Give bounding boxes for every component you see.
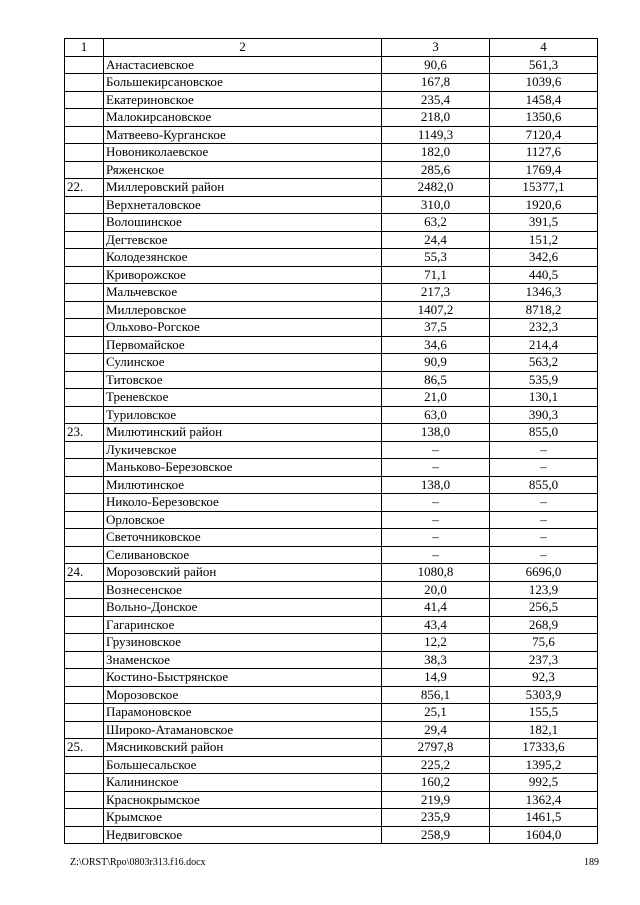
row-number (65, 581, 104, 599)
table-row (65, 546, 598, 564)
row-value-col4: 1395,2 (490, 756, 598, 774)
row-value-col3: 219,9 (382, 791, 490, 809)
row-value-col4: – (490, 546, 598, 564)
row-value-col3: 24,4 (382, 231, 490, 249)
row-number (65, 109, 104, 127)
table-row (65, 336, 598, 354)
row-value-col4: 92,3 (490, 669, 598, 687)
row-value-col3: 235,4 (382, 91, 490, 109)
table-row (65, 109, 598, 127)
row-name: Матвеево-Курганское (104, 126, 382, 144)
row-number (65, 441, 104, 459)
table-row (65, 826, 598, 844)
row-number (65, 529, 104, 547)
row-name: Вознесенское (104, 581, 382, 599)
row-value-col3: 71,1 (382, 266, 490, 284)
header-cell: 2 (104, 39, 382, 57)
row-value-col3: – (382, 511, 490, 529)
row-name: Милютинское (104, 476, 382, 494)
row-number (65, 336, 104, 354)
row-name: Костино-Быстрянское (104, 669, 382, 687)
row-value-col3: – (382, 529, 490, 547)
row-value-col4: 7120,4 (490, 126, 598, 144)
row-name: Большесальское (104, 756, 382, 774)
row-value-col3: 20,0 (382, 581, 490, 599)
row-number (65, 249, 104, 267)
table-row (65, 511, 598, 529)
row-value-col3: 63,2 (382, 214, 490, 232)
table-row (65, 809, 598, 827)
row-number (65, 651, 104, 669)
table-row (65, 266, 598, 284)
row-name: Верхнеталовское (104, 196, 382, 214)
row-value-col3: 1407,2 (382, 301, 490, 319)
row-number (65, 546, 104, 564)
row-number (65, 774, 104, 792)
table-row (65, 459, 598, 477)
row-value-col4: 342,6 (490, 249, 598, 267)
table-row (65, 179, 598, 197)
row-number (65, 599, 104, 617)
row-value-col3: 41,4 (382, 599, 490, 617)
row-name: Лукичевское (104, 441, 382, 459)
row-name: Миллеровское (104, 301, 382, 319)
table-row (65, 214, 598, 232)
table-row (65, 616, 598, 634)
row-name: Николо-Березовское (104, 494, 382, 512)
row-number (65, 791, 104, 809)
row-value-col3: 856,1 (382, 686, 490, 704)
table-row (65, 406, 598, 424)
row-number (65, 56, 104, 74)
row-number (65, 371, 104, 389)
row-number (65, 634, 104, 652)
row-number (65, 704, 104, 722)
row-value-col3: 258,9 (382, 826, 490, 844)
row-value-col4: – (490, 459, 598, 477)
row-value-col4: 391,5 (490, 214, 598, 232)
row-name: Грузиновское (104, 634, 382, 652)
row-value-col4: 15377,1 (490, 179, 598, 197)
row-number (65, 196, 104, 214)
row-value-col3: 55,3 (382, 249, 490, 267)
header-cell: 3 (382, 39, 490, 57)
table-row (65, 791, 598, 809)
data-table (64, 38, 598, 844)
row-number (65, 826, 104, 844)
row-value-col3: 37,5 (382, 319, 490, 337)
row-value-col4: – (490, 529, 598, 547)
row-value-col4: 5303,9 (490, 686, 598, 704)
row-name: Волошинское (104, 214, 382, 232)
row-value-col4: 237,3 (490, 651, 598, 669)
row-name: Треневское (104, 389, 382, 407)
row-value-col3: – (382, 494, 490, 512)
row-value-col4: 855,0 (490, 424, 598, 442)
table-row (65, 196, 598, 214)
table-row (65, 651, 598, 669)
row-value-col4: – (490, 494, 598, 512)
table-row (65, 161, 598, 179)
header-row (65, 39, 598, 57)
row-value-col3: 12,2 (382, 634, 490, 652)
table-row (65, 669, 598, 687)
footer-page-number: 189 (584, 857, 599, 868)
row-value-col4: 855,0 (490, 476, 598, 494)
row-value-col3: 90,6 (382, 56, 490, 74)
row-value-col4: 1346,3 (490, 284, 598, 302)
row-name: Морозовское (104, 686, 382, 704)
row-value-col3: 310,0 (382, 196, 490, 214)
row-value-col4: 1362,4 (490, 791, 598, 809)
row-value-col4: 1350,6 (490, 109, 598, 127)
row-name: Анастасиевское (104, 56, 382, 74)
row-number (65, 144, 104, 162)
row-value-col3: 21,0 (382, 389, 490, 407)
row-value-col4: 182,1 (490, 721, 598, 739)
table-row (65, 441, 598, 459)
row-number (65, 406, 104, 424)
row-value-col4: 1920,6 (490, 196, 598, 214)
row-name: Новониколаевское (104, 144, 382, 162)
row-number (65, 616, 104, 634)
table-row (65, 564, 598, 582)
row-value-col4: 1039,6 (490, 74, 598, 92)
row-value-col4: 1769,4 (490, 161, 598, 179)
row-name: Титовское (104, 371, 382, 389)
row-value-col4: 561,3 (490, 56, 598, 74)
table-row (65, 756, 598, 774)
row-value-col3: – (382, 441, 490, 459)
table-row (65, 301, 598, 319)
row-value-col3: – (382, 546, 490, 564)
row-name: Парамоновское (104, 704, 382, 722)
row-name: Калининское (104, 774, 382, 792)
row-value-col3: 182,0 (382, 144, 490, 162)
row-value-col4: – (490, 511, 598, 529)
row-value-col4: 440,5 (490, 266, 598, 284)
row-value-col3: 285,6 (382, 161, 490, 179)
row-name: Светочниковское (104, 529, 382, 547)
header-cell: 1 (65, 39, 104, 57)
row-name: Первомайское (104, 336, 382, 354)
row-value-col4: 256,5 (490, 599, 598, 617)
row-value-col3: 34,6 (382, 336, 490, 354)
table-row (65, 319, 598, 337)
row-name: Морозовский район (104, 564, 382, 582)
row-number: 23. (65, 424, 104, 442)
row-value-col3: 138,0 (382, 424, 490, 442)
row-value-col3: 29,4 (382, 721, 490, 739)
row-value-col4: 151,2 (490, 231, 598, 249)
row-name: Екатериновское (104, 91, 382, 109)
row-number: 25. (65, 739, 104, 757)
row-value-col3: 63,0 (382, 406, 490, 424)
row-name: Селивановское (104, 546, 382, 564)
row-value-col4: 155,5 (490, 704, 598, 722)
row-value-col3: 225,2 (382, 756, 490, 774)
row-value-col3: 2482,0 (382, 179, 490, 197)
row-number (65, 756, 104, 774)
row-name: Мясниковский район (104, 739, 382, 757)
row-value-col4: 390,3 (490, 406, 598, 424)
row-number (65, 494, 104, 512)
row-value-col3: 86,5 (382, 371, 490, 389)
row-value-col4: 268,9 (490, 616, 598, 634)
row-name: Ряженское (104, 161, 382, 179)
row-value-col4: 563,2 (490, 354, 598, 372)
table-row (65, 721, 598, 739)
table-row (65, 529, 598, 547)
table-row (65, 634, 598, 652)
row-number (65, 319, 104, 337)
row-value-col4: 6696,0 (490, 564, 598, 582)
row-value-col4: 1127,6 (490, 144, 598, 162)
row-number (65, 301, 104, 319)
row-value-col4: 17333,6 (490, 739, 598, 757)
row-name: Краснокрымское (104, 791, 382, 809)
row-value-col4: 1458,4 (490, 91, 598, 109)
row-value-col3: 217,3 (382, 284, 490, 302)
row-name: Туриловское (104, 406, 382, 424)
row-name: Малокирсановское (104, 109, 382, 127)
row-value-col3: 25,1 (382, 704, 490, 722)
table-row (65, 774, 598, 792)
row-number: 24. (65, 564, 104, 582)
table-row (65, 56, 598, 74)
table-row (65, 91, 598, 109)
table-row (65, 354, 598, 372)
table-row (65, 494, 598, 512)
row-value-col3: 43,4 (382, 616, 490, 634)
row-number (65, 74, 104, 92)
row-name: Миллеровский район (104, 179, 382, 197)
row-number (65, 91, 104, 109)
table-row (65, 249, 598, 267)
row-name: Недвиговское (104, 826, 382, 844)
row-value-col3: 138,0 (382, 476, 490, 494)
table-row (65, 231, 598, 249)
table-row (65, 704, 598, 722)
row-name: Мальчевское (104, 284, 382, 302)
row-number: 22. (65, 179, 104, 197)
table-row (65, 581, 598, 599)
row-value-col3: 1080,8 (382, 564, 490, 582)
row-value-col3: 38,3 (382, 651, 490, 669)
row-value-col4: 1604,0 (490, 826, 598, 844)
row-number (65, 354, 104, 372)
row-name: Знаменское (104, 651, 382, 669)
row-value-col4: 1461,5 (490, 809, 598, 827)
header-cell: 4 (490, 39, 598, 57)
table-row (65, 739, 598, 757)
table-row (65, 126, 598, 144)
row-name: Орловское (104, 511, 382, 529)
row-value-col3: 2797,8 (382, 739, 490, 757)
row-number (65, 266, 104, 284)
row-number (65, 721, 104, 739)
row-value-col3: 160,2 (382, 774, 490, 792)
row-number (65, 389, 104, 407)
row-number (65, 686, 104, 704)
row-value-col3: 167,8 (382, 74, 490, 92)
table-row (65, 476, 598, 494)
row-name: Вольно-Донское (104, 599, 382, 617)
row-value-col4: 8718,2 (490, 301, 598, 319)
row-number (65, 284, 104, 302)
row-name: Колодезянское (104, 249, 382, 267)
row-name: Криворожское (104, 266, 382, 284)
row-value-col4: 232,3 (490, 319, 598, 337)
row-name: Широко-Атамановское (104, 721, 382, 739)
row-value-col4: 214,4 (490, 336, 598, 354)
row-value-col4: 535,9 (490, 371, 598, 389)
row-name: Крымское (104, 809, 382, 827)
row-number (65, 126, 104, 144)
row-value-col4: 123,9 (490, 581, 598, 599)
row-value-col3: 90,9 (382, 354, 490, 372)
row-name: Гагаринское (104, 616, 382, 634)
table-row (65, 371, 598, 389)
table-row (65, 599, 598, 617)
row-value-col3: 235,9 (382, 809, 490, 827)
row-number (65, 161, 104, 179)
table-row (65, 686, 598, 704)
row-name: Большекирсановское (104, 74, 382, 92)
row-name: Дегтевское (104, 231, 382, 249)
row-value-col3: – (382, 459, 490, 477)
row-value-col4: 130,1 (490, 389, 598, 407)
footer-file-path: Z:\ORST\Rpo\0803r313.f16.docx (70, 857, 206, 868)
row-value-col4: – (490, 441, 598, 459)
row-value-col3: 218,0 (382, 109, 490, 127)
row-name: Маньково-Березовское (104, 459, 382, 477)
row-value-col3: 1149,3 (382, 126, 490, 144)
row-value-col4: 992,5 (490, 774, 598, 792)
row-name: Милютинский район (104, 424, 382, 442)
row-number (65, 476, 104, 494)
table-row (65, 284, 598, 302)
table-row (65, 74, 598, 92)
row-number (65, 214, 104, 232)
row-number (65, 231, 104, 249)
row-value-col4: 75,6 (490, 634, 598, 652)
row-value-col3: 14,9 (382, 669, 490, 687)
row-name: Ольхово-Рогское (104, 319, 382, 337)
table-row (65, 424, 598, 442)
row-number (65, 459, 104, 477)
row-name: Сулинское (104, 354, 382, 372)
row-number (65, 511, 104, 529)
table-row (65, 144, 598, 162)
row-number (65, 809, 104, 827)
row-number (65, 669, 104, 687)
table-row (65, 389, 598, 407)
